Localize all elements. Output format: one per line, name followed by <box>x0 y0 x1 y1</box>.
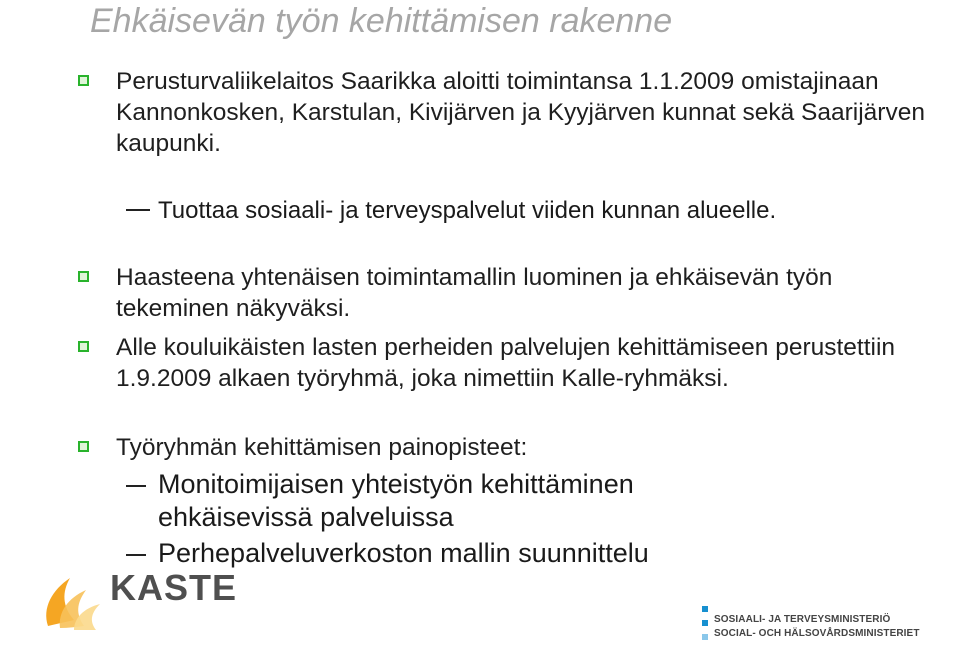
kaste-logo <box>40 567 238 632</box>
square-bullet-icon <box>78 441 89 452</box>
square-bullet-icon <box>78 75 89 86</box>
square-bullet-icon <box>78 341 89 352</box>
kaste-flame-icon <box>40 568 110 632</box>
bullet-text: Työryhmän kehittämisen painopisteet: <box>116 434 528 461</box>
ministry-name-fi: SOSIAALI- JA TERVEYSMINISTERIÖ <box>714 614 891 625</box>
dash-bullet-icon <box>126 485 146 487</box>
dash-bullet-icon <box>126 554 146 556</box>
ministry-logo <box>700 598 960 658</box>
bullet-text: Alle kouluikäisten lasten perheiden palvelujen kehittämiseen perustettiin 1.9.2009 alkaen työryhmä, joka nimettiin Kalle-ryhmäksi. <box>116 334 896 392</box>
square-bullet-icon <box>78 271 89 282</box>
sub-bullet-text: Perhepalveluverkoston mallin suunnittelu <box>158 538 649 568</box>
sub-bullet-text: Monitoimijaisen yhteistyön kehittäminen ehkäisevissä palveluissa <box>158 469 634 532</box>
slide-title: Ehkäisevän työn kehittämisen rakenne <box>90 2 673 40</box>
sub-bullet-text: Tuottaa sosiaali- ja terveyspalvelut viiden kunnan alueelle. <box>158 197 777 224</box>
kaste-wordmark: KASTE <box>110 567 238 608</box>
bullet-text: Perusturvaliikelaitos Saarikka aloitti toimintansa 1.1.2009 omistajinaan Kannonkosken, Karstulan, Kivijärven ja Kyyjärven kunnat sekä Saarijärven kaupunki. <box>116 68 925 157</box>
bullet-text: Haasteena yhtenäisen toimintamallin luominen ja ehkäisevän työn tekeminen näkyväksi. <box>116 264 833 322</box>
dash-bullet-icon <box>126 209 150 211</box>
ministry-name-sv: SOCIAL- OCH HÄLSOVÅRDSMINISTERIET <box>714 628 920 639</box>
